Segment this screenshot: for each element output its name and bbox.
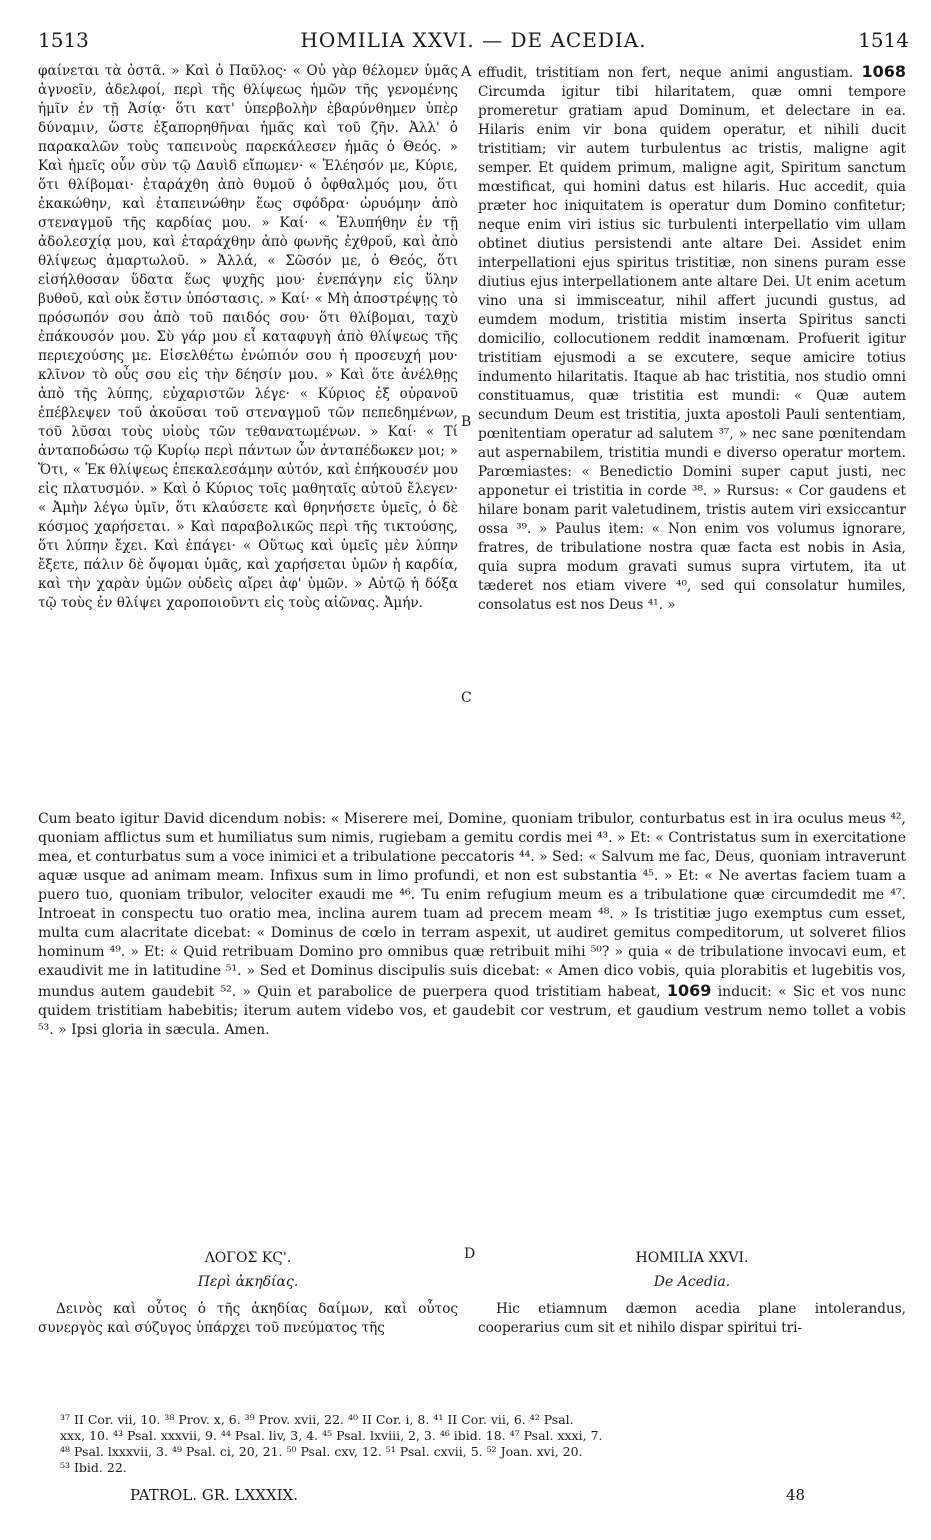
greek-column [38, 62, 458, 613]
full-text-before: Cum beato igitur David dicendum nobis: « Miserere mei, Domine, quoniam tribulor, conturbatus est in ira oculus meus ⁴², quoniam afflictus sum et humiliatus sum nimis, rugiebam a gemitu cordis mei ⁴³. » Et: « Contristatus sum in exercitatione mea, et conturbatus sum a voce inimici et a tribulatione peccatoris ⁴⁴. » Sed: « Salvum me fac, Deus, quoniam intraverunt aquæ usque ad animam meam. Infixus sum in limo profundi, et non est substantia ⁴⁵. » Et: « Ne avertas faciem tuam a puero tuo, quoniam tribulor, velociter exaudi me ⁴⁶. Tu enim refugium meum es a tribulatione quæ circumdedit me ⁴⁷. Introeat in conspectu tuo oratio mea, inclina aurem tuam ad precem meam ⁴⁸. » Is tristitiæ jugo exemptus cum esset, multa cum alacritate dicebat: « Dominus de cœlo in terram aspexit, ut audiret gemitus compeditorum, ut solveret filios hominum ⁴⁹. » Et: « Quid retribuam Domino pro omnibus quæ retribuit mihi ⁵⁰? » quia « de tribulatione invocavi eum, et exaudivit me in latitudine ⁵¹. » Sed et Dominus discipulis suis dicebat: « Amen dico vobis, quia plorabitis et lugebitis vos, mundus autem gaudebit ⁵². » Quin et parabolice de puerpera quod tristitiam habeat, [38, 811, 906, 1000]
margin-letter-a: A [461, 64, 472, 80]
full-paragraph [38, 810, 906, 1040]
margin-letter-d: D [464, 1246, 476, 1262]
page-number-left: 1513 [38, 28, 89, 52]
footnotes [60, 1412, 906, 1476]
signature-mark: PATROL. GR. LXXXIX. [130, 1486, 299, 1504]
latin-chapter-title: HOMILIA XXVI. [635, 1250, 749, 1266]
margin-letter-b: B [461, 414, 472, 430]
margin-letter-c: C [461, 690, 472, 706]
latin-column [478, 62, 906, 615]
footnote-line: ³⁷ II Cor. vii, 10. ³⁸ Prov. x, 6. ³⁹ Prov. xvii, 22. ⁴⁰ II Cor. i, 8. ⁴¹ II Cor. vii, 6. ⁴² Psal. [60, 1412, 574, 1427]
greek-chapter-title: ΛΟΓΟΣ ΚϚ'. [204, 1250, 292, 1266]
page-marker-1069: 1069 [666, 981, 712, 1000]
latin-chapter-text: Hic etiamnum dæmon acedia plane intolerandus, cooperarius cum sit et nihilo dispar spiritui tri- [478, 1301, 906, 1336]
greek-chapter-subtitle: Περὶ ἀκηδίας. [197, 1274, 299, 1290]
latin-text-after: Circumda igitur tibi hilaritatem, quæ omni tempore promeretur gratiam apud Dominum, et delectare in ea. Hilaris enim vir bona quidem operatur, et nihili ducit tristitiam; vir autem turbulentus ac tristis, maligne agit semper. Et quidem primum, maligne agit, Spiritum sanctum mœstificat, qui homini datus est hilaris. Huc accedit, quia præter hoc iniquitatem is operatur dum Domino confitetur; neque enim viri istius sic turbulenti interpellatio vim ullam obtinet diutius persistendi ante altare Dei. Assidet enim interpellationi ejus spiritus tristitiæ, non sinens puram esse diutius ejus interpellationem ante altare Dei. Ut enim acetum vino una si immisceatur, nihil affert jucundi gustus, ad eumdem modum, tristitia mistim inserta Spiritus sancti domicilio, collocutionem reddit inamœnam. Profuerit igitur tristitiam ejusmodi a se excutere, seque amicire totius indumento hilaritatis. Itaque ab hac tristitia, nos studio omni constituamus, quæ tristitia est mundi: « Quæ autem secundum Deum est tristitia, juxta apostoli Pauli sententiam, pœnitentiam operatur ad salutem ³⁷, » nec sane pœnitendam aut aspernabilem, tristitia mundi e diverso operatur mortem. Parœmiastes: « Benedictio Domini super caput justi, nec apponetur ei tristitia in corde ³⁸. » Rursus: « Cor gaudens et hilare bonam parit valetudinem, tristis autem viri exsiccantur ossa ³⁹. » Paulus item: « Non enim vos volumus ignorare, fratres, de tribulatione nostra quæ facta est nobis in Asia, quia supra modum gravati sumus supra virtutem, ita ut tæderet nos etiam vivere ⁴⁰, sed qui consolatur humiles, consolatus est nos Deus ⁴¹. » [478, 84, 906, 613]
running-title: HOMILIA XXVI. — DE ACEDIA. [300, 28, 647, 52]
full-text-after: inducit: « Sic et vos nunc quidem tristitiam habebitis; iterum autem videbo vos, et gaudebit cor vestrum, et gaudium vestrum nemo tollet a vobis ⁵³. » Ipsi gloria in sæcula. Amen. [38, 984, 907, 1038]
running-header [38, 28, 909, 58]
footnote-line: ⁵³ Ibid. 22. [60, 1460, 127, 1475]
full-width-text [38, 810, 906, 1040]
footnote-line: ⁴⁸ Psal. lxxxvii, 3. ⁴⁹ Psal. ci, 20, 21. ⁵⁰ Psal. cxv, 12. ⁵¹ Psal. cxvii, 5. ⁵² Joan. xvi, 20. [60, 1444, 583, 1459]
greek-paragraph: φαίνεται τὰ ὀστᾶ. » Καὶ ὁ Παῦλος· « Οὐ γὰρ θέλομεν ὑμᾶς ἀγνοεῖν, ἀδελφοί, περὶ τῆς θλίψεως ἡμῶν τῆς γενομένης ἡμῖν ἐν τῇ Ἀσίᾳ· ὅτι κατ' ὑπερβολὴν ἐβαρύνθημεν ὑπὲρ δύναμιν, ὥστε ἐξαπορηθῆναι ἡμᾶς καὶ τοῦ ζῆν. Ἀλλ' ὁ παρακαλῶν τοὺς ταπεινοὺς παρεκάλεσεν ἡμᾶς ὁ Θεός. » Καὶ ἡμεῖς οὖν σὺν τῷ Δαυὶδ εἴπωμεν· « Ἐλέησόν με, Κύριε, ὅτι θλίβομαι· ἐταράχθη ἀπὸ θυμοῦ ὁ ὀφθαλμός μου, ὅτι ἐκακώθην, καὶ ἐταπεινώθην ἕως σφόδρα· ὠρυόμην ἀπὸ στεναγμοῦ τῆς καρδίας μου. » Καί· « Ἐλυπήθην ἐν τῇ ἀδολεσχίᾳ μου, καὶ ἐταράχθην ἀπὸ φωνῆς ἐχθροῦ, καὶ ἀπὸ θλίψεως ἁμαρτωλοῦ. » Ἀλλά, « Σῶσόν με, ὁ Θεός, ὅτι εἰσήλθοσαν ὕδατα ἕως ψυχῆς μου· ἐνεπάγην εἰς ὕλην βυθοῦ, καὶ οὐκ ἔστιν ὑπόστασις. » Καί· « Μὴ ἀποστρέψῃς τὸ πρόσωπόν σου ἀπὸ τοῦ παιδός σου· ὅτι θλίβομαι, ταχὺ ἐπάκουσόν μου. Σὺ γάρ μου εἶ καταφυγὴ ἀπὸ θλίψεως τῆς περιεχούσης με. Εἰσελθέτω ἐνώπιόν σου ἡ προσευχή μου· κλῖνον τὸ οὖς σου εἰς τὴν δέησίν μου. » Καὶ ὅτε ἀνέλθῃς ἀπὸ τῆς λύπης, εὐχαριστῶν λέγε· « Κύριος ἐξ οὐρανοῦ ἐπέβλεψεν τοῦ ἀκοῦσαι τοῦ στεναγμοῦ τῶν πεπεδημένων, τοῦ λῦσαι τοὺς υἱοὺς τῶν τεθανατωμένων. » Καί· « Τί ἀνταποδώσω τῷ Κυρίῳ περὶ πάντων ὧν ἀνταπέδωκεν μοι; » Ὅτι, « Ἐκ θλίψεως ἐπεκαλεσάμην αὐτόν, καὶ ἐπήκουσέν μου εἰς πλατυσμόν. » Καὶ ὁ Κύριος τοῖς μαθηταῖς αὐτοῦ ἔλεγεν· « Ἀμὴν λέγω ὑμῖν, ὅτι κλαύσετε καὶ θρηνήσετε ὑμεῖς, ὁ δὲ κόσμος χαρήσεται. » Καὶ παραβολικῶς περὶ τῆς τικτούσης, ὅτι λύπην ἔχει. Καὶ ἐπάγει· « Οὕτως καὶ ὑμεῖς μὲν λύπην ἔξετε, πάλιν δὲ ὄψομαι ὑμᾶς, καὶ χαρήσεται ὑμῶν ἡ καρδία, καὶ τὴν χαρὰν ὑμῶν οὐδεὶς αἴρει ἀφ' ὑμῶν. » Αὐτῷ ἡ δόξα τῷ τοὺς ἐν θλίψει χαροποιοῦντι εἰς τοὺς αἰῶνας. Ἀμήν. [38, 63, 459, 611]
greek-chapter-text: Δεινὸς καὶ οὗτος ὁ τῆς ἀκηδίας δαίμων, καὶ οὗτος συνεργὸς καὶ σύζυγος ὑπάρχει τοῦ πνεύματος τῆς [38, 1301, 458, 1336]
latin-paragraph [478, 62, 906, 615]
page-number-right: 1514 [858, 28, 909, 52]
sheet-number: 48 [786, 1486, 806, 1504]
footnote-line: xxx, 10. ⁴³ Psal. xxxvii, 9. ⁴⁴ Psal. liv, 3, 4. ⁴⁵ Psal. lxviii, 2, 3. ⁴⁶ ibid. 18. ⁴⁷ Psal. xxxi, 7. [60, 1428, 603, 1443]
latin-text-before: effudit, tristitiam non fert, neque animi angustiam. [478, 65, 854, 81]
page-marker-1068: 1068 [861, 62, 906, 81]
latin-chapter-subtitle: De Acedia. [653, 1274, 731, 1290]
